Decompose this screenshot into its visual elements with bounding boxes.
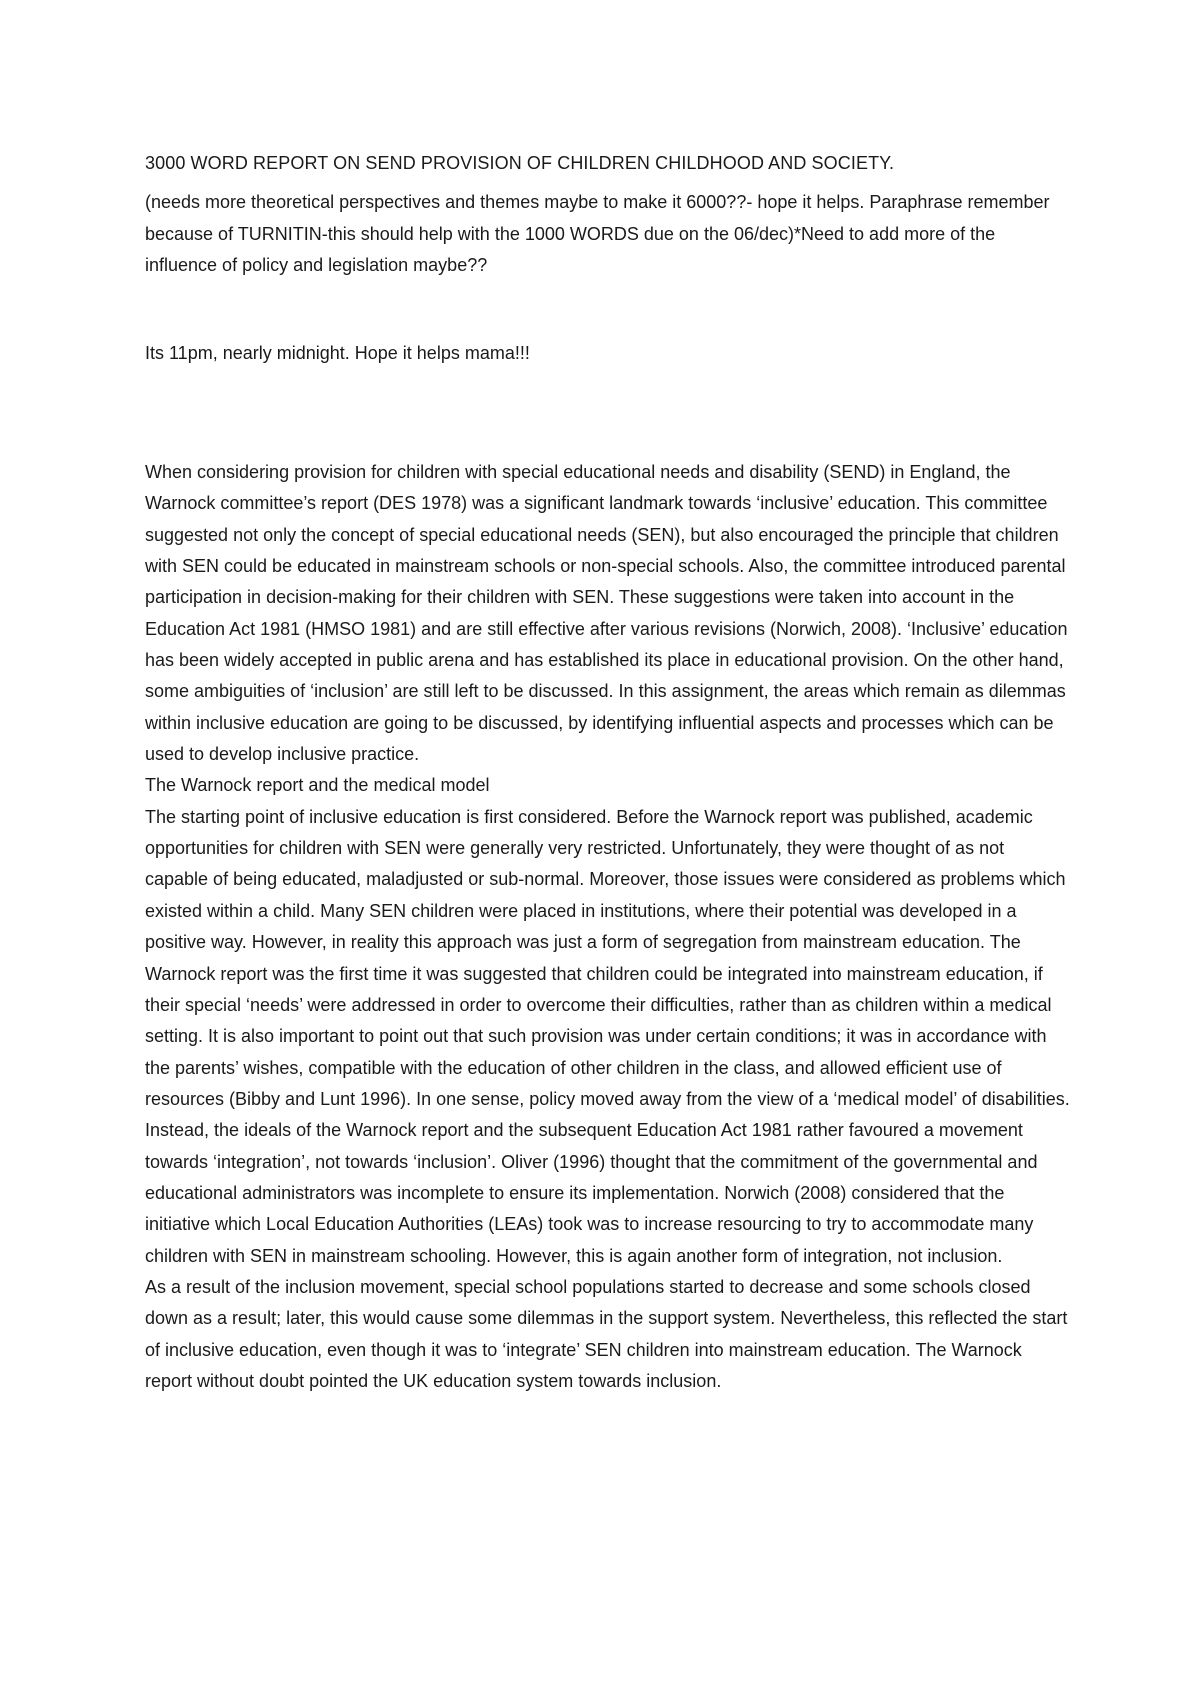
paragraph-starting-point: The starting point of inclusive education is first considered. Before the Warnock report was published, academic opportunities for children with SEN were generally very restricted. Unfortunately, they were thought of as not capable of being educated, maladjusted or sub-normal. Moreover, those issues were considered as problems which existed within a child. Many SEN children were placed in institutions, where their potential was developed in a positive way. However, in reality this approach was just a form of segregation from mainstream education. The Warnock report was the first time it was suggested that children could be integrated into mainstream education, if their special ‘needs’ were addressed in order to overcome their difficulties, rather than as children within a medical setting. It is also important to point out that such provision was under certain conditions; it was in accordance with the parents’ wishes, compatible with the education of other children in the class, and allowed efficient use of resources (Bibby and Lunt 1996). In one sense, policy moved away from the view of a ‘medical model’ of disabilities.: [145, 806, 1070, 1109]
document-title: 3000 WORD REPORT ON SEND PROVISION OF CHILDREN CHILDHOOD AND SOCIETY.: [145, 153, 895, 173]
section-heading: The Warnock report and the medical model: [145, 775, 490, 796]
personal-aside: Its 11pm, nearly midnight. Hope it helps mama!!!: [145, 342, 530, 363]
report-body: [145, 457, 1070, 1397]
document-content: [145, 147, 1070, 1397]
author-note: (needs more theoretical perspectives and themes maybe to make it 6000??- hope it helps. Paraphrase remember because of TURNITIN-this should help with the 1000 WORDS due on the 06/dec)*Need to add more of the influence of policy and legislation maybe??: [145, 192, 1050, 275]
paragraph-introduction: When considering provision for children with special educational needs and disability (SEND) in England, the Warnock committee’s report (DES 1978) was a significant landmark towards ‘inclusive’ education. This committee suggested not only the concept of special educational needs (SEN), but also encouraged the principle that children with SEN could be educated in mainstream schools or non-special schools. Also, the committee introduced parental participation in decision-making for their children with SEN. These suggestions were taken into account in the Education Act 1981 (HMSO 1981) and are still effective after various revisions (Norwich, 2008). ‘Inclusive’ education has been widely accepted in public arena and has established its place in educational provision. On the other hand, some ambiguities of ‘inclusion’ are still left to be discussed. In this assignment, the areas which remain as dilemmas within inclusive education are going to be discussed, by identifying influential aspects and processes which can be used to develop inclusive practice.: [145, 462, 1068, 765]
paragraph-inclusion-movement: As a result of the inclusion movement, special school populations started to decrease and some schools closed down as a result; later, this would cause some dilemmas in the support system. Nevertheless, this reflected the start of inclusive education, even though it was to ‘integrate’ SEN children into mainstream education. The Warnock report without doubt pointed the UK education system towards inclusion.: [145, 1276, 1068, 1391]
paragraph-integration: Instead, the ideals of the Warnock report and the subsequent Education Act 1981 rather favoured a movement towards ‘integration’, not towards ‘inclusion’. Oliver (1996) thought that the commitment of the governmental and educational administrators was incomplete to ensure its implementation. Norwich (2008) considered that the initiative which Local Education Authorities (LEAs) took was to increase resourcing to try to accommodate many children with SEN in mainstream schooling. However, this is again another form of integration, not inclusion.: [145, 1120, 1038, 1266]
